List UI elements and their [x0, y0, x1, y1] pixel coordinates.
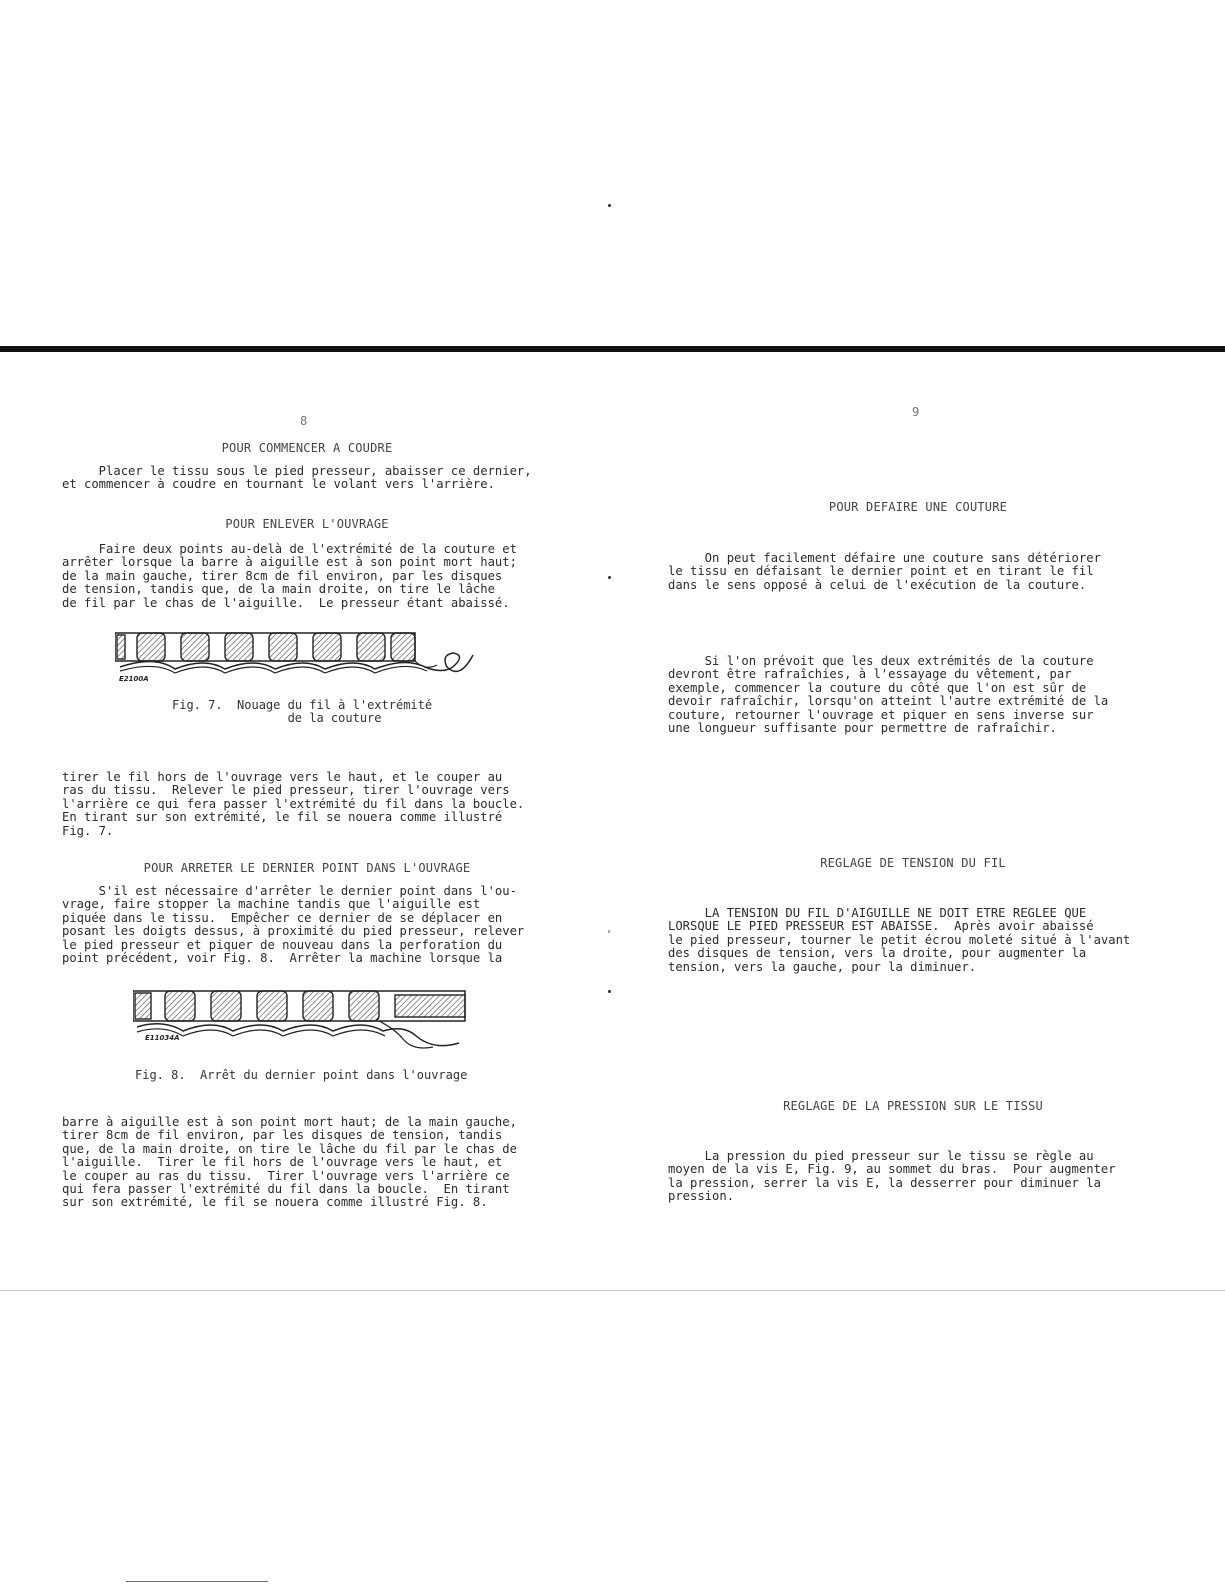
- paragraph-tirer-fil: tirer le fil hors de l'ouvrage vers le haut, et le couper au ras du tissu. Relever le pied presseur, tirer l'ouvrage vers l'arrière ce qui fera passer l'extrémité du fil dans la boucle. En tirant sur son extrémité, le fil se nouera comme illustré Fig. 7.: [62, 770, 525, 838]
- binding-mark: [608, 930, 610, 933]
- figure-8-caption: Fig. 8. Arrêt du dernier point dans l'ouvrage: [135, 1068, 468, 1082]
- paragraph-pression: La pression du pied presseur sur le tissu se règle au moyen de la vis E, Fig. 9, au sommet du bras. Pour augmenter la pression, serrer la vis E, la desserrer pour diminuer la pression.: [668, 1149, 1116, 1204]
- heading-arreter-dernier-point: POUR ARRETER LE DERNIER POINT DANS L'OUVRAGE: [143, 861, 471, 875]
- paragraph-barre-aiguille: barre à aiguille est à son point mort haut; de la main gauche, tirer 8cm de fil environ, par les disques de tension, tandis que, de la main droite, on tire le lâche du fil par le chas de l'aiguille. Tirer le fil hors de l'ouvrage vers le haut, et le couper au ras du tissu. Tirer l'ouvrage vers l'arrière ce qui fera passer l'extrémité du fil dans la boucle. En tirant sur son extrémité, le fil se nouera comme illustré Fig. 8.: [62, 1115, 517, 1210]
- binding-mark: [608, 990, 611, 993]
- top-border-rule: [0, 346, 1225, 352]
- paragraph-rafraichir: Si l'on prévoit que les deux extrémités de la couture devront être rafraîchies, à l'essayage du vêtement, par exemple, commencer la couture du côté que l'on est sûr de devoir rafraîchir, lorsqu'on atteint l'autre extrémité de la couture, retourner l'ouvrage et piquer en sens inverse sur une longueur suffisante pour permettre de rafraîchir.: [668, 654, 1109, 736]
- bottom-link-underline: [126, 1581, 268, 1582]
- stitch-knot-drawing: [115, 625, 475, 683]
- figure-7-code: E2100A: [119, 675, 149, 683]
- page-number-left: 8: [300, 414, 308, 428]
- paragraph-tension: LA TENSION DU FIL D'AIGUILLE NE DOIT ETRE REGLEE QUE LORSQUE LE PIED PRESSEUR EST ABAISSE. Après avoir abaissé le pied presseur, tourner le petit écrou moleté situé à l'avant des disques de tension, vers la droite, pour augmenter la tension, vers la gauche, pour la diminuer.: [668, 906, 1131, 974]
- heading-reglage-tension: REGLAGE DE TENSION DU FIL: [820, 856, 1006, 870]
- heading-reglage-pression: REGLAGE DE LA PRESSION SUR LE TISSU: [783, 1099, 1043, 1113]
- figure-7-illustration: [115, 625, 475, 683]
- page-number-right: 9: [912, 405, 920, 419]
- heading-commencer-a-coudre: POUR COMMENCER A COUDRE: [221, 441, 393, 455]
- paragraph-commencer: Placer le tissu sous le pied presseur, abaisser ce dernier, et commencer à coudre en tournant le volant vers l'arrière.: [62, 464, 532, 492]
- heading-defaire-couture: POUR DEFAIRE UNE COUTURE: [828, 500, 1008, 514]
- binding-mark: [608, 576, 611, 579]
- paragraph-enlever: Faire deux points au-delà de l'extrémité de la couture et arrêter lorsque la barre à aiguille est à son point mort haut; de la main gauche, tirer 8cm de fil environ, par les disques de tension, tandis que, de la main droite, on tire le lâche de fil par le chas de l'aiguille. Le presseur étant abaissé.: [62, 542, 517, 610]
- stitch-last-point-drawing: [133, 985, 473, 1055]
- paragraph-arreter: S'il est nécessaire d'arrêter le dernier point dans l'ou- vrage, faire stopper la machine tandis que l'aiguille est piquée dans le tissu. Empêcher ce dernier de se déplacer en posant les doigts dessus, à proximité du pied presseur, relever le pied presseur et piquer de nouveau dans la perforation du point précédent, voir Fig. 8. Arrêter la machine lorsque la: [62, 884, 525, 966]
- figure-7-caption: Fig. 7. Nouage du fil à l'extrémité de la couture: [172, 698, 433, 725]
- figure-8-illustration: [133, 985, 473, 1055]
- binding-mark: [608, 204, 611, 207]
- heading-enlever-ouvrage: POUR ENLEVER L'OUVRAGE: [225, 517, 389, 531]
- scan-edge-line: [0, 1290, 1225, 1291]
- figure-8-code: E11034A: [145, 1034, 180, 1042]
- paragraph-defaire: On peut facilement défaire une couture sans détériorer le tissu en défaisant le dernier point et en tirant le fil dans le sens opposé à celui de l'exécution de la couture.: [668, 551, 1101, 592]
